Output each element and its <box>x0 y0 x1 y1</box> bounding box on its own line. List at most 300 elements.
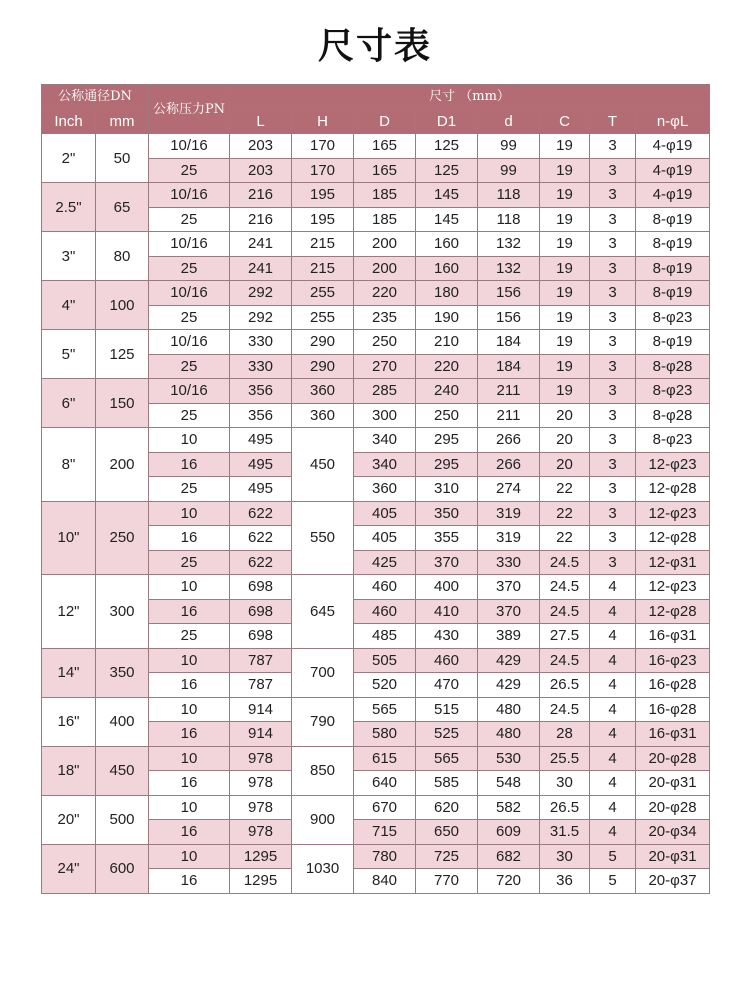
cell-c: 25.5 <box>540 746 590 771</box>
table-body <box>42 134 710 894</box>
cell-d1: 125 <box>416 158 478 183</box>
cell-l: 330 <box>230 330 292 355</box>
cell-t: 3 <box>590 403 636 428</box>
cell-d-outer: 270 <box>354 354 416 379</box>
cell-d1: 210 <box>416 330 478 355</box>
cell-l: 292 <box>230 281 292 306</box>
cell-n-phi-l: 12-φ28 <box>636 526 710 551</box>
cell-l: 495 <box>230 477 292 502</box>
cell-d-outer: 360 <box>354 477 416 502</box>
cell-n-phi-l: 12-φ23 <box>636 452 710 477</box>
cell-d-outer: 405 <box>354 526 416 551</box>
header-col-t: T <box>590 109 636 134</box>
cell-l: 292 <box>230 305 292 330</box>
cell-d-inner: 582 <box>478 795 540 820</box>
table-row <box>42 134 710 159</box>
cell-n-phi-l: 8-φ19 <box>636 207 710 232</box>
cell-inch: 2" <box>42 134 96 183</box>
cell-d-outer: 185 <box>354 183 416 208</box>
cell-n-phi-l: 12-φ31 <box>636 550 710 575</box>
cell-d-outer: 185 <box>354 207 416 232</box>
cell-d-inner: 429 <box>478 673 540 698</box>
header-nominal-pressure: 公称压力PN <box>149 85 230 134</box>
cell-t: 3 <box>590 354 636 379</box>
cell-d-inner: 266 <box>478 452 540 477</box>
cell-n-phi-l: 8-φ23 <box>636 428 710 453</box>
cell-d1: 145 <box>416 207 478 232</box>
cell-d-inner: 118 <box>478 207 540 232</box>
cell-mm: 125 <box>96 330 149 379</box>
table-row <box>42 428 710 453</box>
cell-d-outer: 460 <box>354 575 416 600</box>
cell-d1: 410 <box>416 599 478 624</box>
header-col-l: L <box>230 109 292 134</box>
cell-n-phi-l: 8-φ23 <box>636 379 710 404</box>
cell-d1: 725 <box>416 844 478 869</box>
cell-pn: 25 <box>149 256 230 281</box>
cell-l: 787 <box>230 648 292 673</box>
cell-c: 30 <box>540 771 590 796</box>
cell-l: 495 <box>230 452 292 477</box>
cell-d1: 525 <box>416 722 478 747</box>
cell-t: 4 <box>590 648 636 673</box>
cell-h: 1030 <box>292 844 354 893</box>
cell-pn: 10/16 <box>149 379 230 404</box>
cell-n-phi-l: 12-φ23 <box>636 501 710 526</box>
cell-n-phi-l: 4-φ19 <box>636 183 710 208</box>
cell-t: 4 <box>590 673 636 698</box>
cell-d1: 565 <box>416 746 478 771</box>
cell-pn: 10 <box>149 746 230 771</box>
cell-l: 203 <box>230 158 292 183</box>
cell-n-phi-l: 8-φ19 <box>636 281 710 306</box>
cell-t: 3 <box>590 158 636 183</box>
cell-pn: 10 <box>149 697 230 722</box>
header-col-n-phi-l: n-φL <box>636 109 710 134</box>
cell-mm: 65 <box>96 183 149 232</box>
cell-inch: 10" <box>42 501 96 575</box>
cell-d-outer: 340 <box>354 452 416 477</box>
cell-c: 19 <box>540 183 590 208</box>
cell-n-phi-l: 16-φ31 <box>636 722 710 747</box>
header-mm: mm <box>96 109 149 134</box>
header-col-d-inner: d <box>478 109 540 134</box>
cell-d-inner: 548 <box>478 771 540 796</box>
cell-d-inner: 720 <box>478 869 540 894</box>
cell-t: 4 <box>590 795 636 820</box>
cell-t: 3 <box>590 134 636 159</box>
cell-c: 24.5 <box>540 575 590 600</box>
cell-mm: 150 <box>96 379 149 428</box>
cell-t: 3 <box>590 379 636 404</box>
cell-d-outer: 520 <box>354 673 416 698</box>
cell-c: 19 <box>540 330 590 355</box>
cell-mm: 200 <box>96 428 149 502</box>
cell-d-inner: 480 <box>478 697 540 722</box>
cell-pn: 10/16 <box>149 183 230 208</box>
cell-d-outer: 640 <box>354 771 416 796</box>
cell-l: 622 <box>230 550 292 575</box>
cell-h: 645 <box>292 575 354 649</box>
table-row <box>42 697 710 722</box>
cell-pn: 16 <box>149 599 230 624</box>
cell-d1: 370 <box>416 550 478 575</box>
cell-l: 978 <box>230 795 292 820</box>
cell-pn: 25 <box>149 354 230 379</box>
cell-pn: 16 <box>149 820 230 845</box>
cell-h: 290 <box>292 330 354 355</box>
cell-pn: 25 <box>149 624 230 649</box>
cell-d-outer: 615 <box>354 746 416 771</box>
cell-h: 550 <box>292 501 354 575</box>
cell-d1: 295 <box>416 428 478 453</box>
cell-pn: 25 <box>149 305 230 330</box>
header-inch: Inch <box>42 109 96 134</box>
cell-t: 3 <box>590 281 636 306</box>
cell-pn: 25 <box>149 158 230 183</box>
cell-l: 1295 <box>230 869 292 894</box>
cell-c: 24.5 <box>540 648 590 673</box>
cell-mm: 350 <box>96 648 149 697</box>
table-row <box>42 330 710 355</box>
cell-d1: 160 <box>416 256 478 281</box>
cell-h: 255 <box>292 281 354 306</box>
cell-mm: 300 <box>96 575 149 649</box>
cell-d-outer: 715 <box>354 820 416 845</box>
cell-mm: 250 <box>96 501 149 575</box>
header-col-d1: D1 <box>416 109 478 134</box>
cell-d-inner: 99 <box>478 134 540 159</box>
cell-d-outer: 670 <box>354 795 416 820</box>
cell-d-outer: 405 <box>354 501 416 526</box>
cell-n-phi-l: 8-φ19 <box>636 330 710 355</box>
cell-d-inner: 211 <box>478 403 540 428</box>
cell-t: 4 <box>590 820 636 845</box>
cell-n-phi-l: 8-φ19 <box>636 232 710 257</box>
cell-h: 255 <box>292 305 354 330</box>
cell-d-inner: 530 <box>478 746 540 771</box>
cell-t: 3 <box>590 526 636 551</box>
cell-mm: 80 <box>96 232 149 281</box>
cell-c: 22 <box>540 526 590 551</box>
cell-h: 170 <box>292 134 354 159</box>
cell-d1: 350 <box>416 501 478 526</box>
table-row <box>42 575 710 600</box>
cell-n-phi-l: 16-φ28 <box>636 673 710 698</box>
cell-d-outer: 485 <box>354 624 416 649</box>
cell-d-inner: 274 <box>478 477 540 502</box>
cell-inch: 3" <box>42 232 96 281</box>
cell-pn: 16 <box>149 673 230 698</box>
cell-l: 216 <box>230 207 292 232</box>
cell-d-outer: 300 <box>354 403 416 428</box>
cell-pn: 25 <box>149 403 230 428</box>
cell-inch: 2.5" <box>42 183 96 232</box>
cell-pn: 16 <box>149 526 230 551</box>
cell-n-phi-l: 8-φ28 <box>636 354 710 379</box>
cell-pn: 16 <box>149 771 230 796</box>
cell-l: 1295 <box>230 844 292 869</box>
cell-c: 19 <box>540 281 590 306</box>
cell-n-phi-l: 8-φ28 <box>636 403 710 428</box>
cell-t: 4 <box>590 722 636 747</box>
cell-d1: 620 <box>416 795 478 820</box>
cell-pn: 10 <box>149 428 230 453</box>
cell-l: 622 <box>230 526 292 551</box>
cell-pn: 10 <box>149 501 230 526</box>
cell-h: 290 <box>292 354 354 379</box>
cell-c: 19 <box>540 305 590 330</box>
cell-n-phi-l: 20-φ31 <box>636 844 710 869</box>
cell-pn: 10 <box>149 795 230 820</box>
cell-pn: 16 <box>149 722 230 747</box>
cell-l: 978 <box>230 820 292 845</box>
cell-d1: 470 <box>416 673 478 698</box>
cell-l: 914 <box>230 697 292 722</box>
cell-t: 4 <box>590 771 636 796</box>
cell-d1: 240 <box>416 379 478 404</box>
cell-d1: 295 <box>416 452 478 477</box>
cell-t: 3 <box>590 256 636 281</box>
cell-c: 22 <box>540 477 590 502</box>
cell-t: 4 <box>590 575 636 600</box>
header-col-d-outer: D <box>354 109 416 134</box>
cell-d-inner: 429 <box>478 648 540 673</box>
cell-l: 356 <box>230 403 292 428</box>
cell-inch: 14" <box>42 648 96 697</box>
header-col-h: H <box>292 109 354 134</box>
table-row <box>42 795 710 820</box>
cell-l: 978 <box>230 746 292 771</box>
cell-c: 19 <box>540 256 590 281</box>
cell-l: 216 <box>230 183 292 208</box>
cell-mm: 400 <box>96 697 149 746</box>
cell-c: 27.5 <box>540 624 590 649</box>
cell-d-outer: 285 <box>354 379 416 404</box>
cell-d1: 145 <box>416 183 478 208</box>
cell-d-inner: 118 <box>478 183 540 208</box>
cell-l: 914 <box>230 722 292 747</box>
dimension-table <box>41 84 710 894</box>
cell-d-inner: 132 <box>478 232 540 257</box>
cell-d-outer: 460 <box>354 599 416 624</box>
cell-d-inner: 319 <box>478 501 540 526</box>
cell-pn: 10 <box>149 844 230 869</box>
cell-d-inner: 609 <box>478 820 540 845</box>
cell-l: 698 <box>230 575 292 600</box>
cell-d-inner: 389 <box>478 624 540 649</box>
cell-t: 5 <box>590 869 636 894</box>
cell-pn: 10 <box>149 648 230 673</box>
cell-d-outer: 840 <box>354 869 416 894</box>
cell-c: 24.5 <box>540 599 590 624</box>
cell-d-inner: 211 <box>478 379 540 404</box>
cell-t: 3 <box>590 183 636 208</box>
cell-l: 241 <box>230 256 292 281</box>
cell-d-inner: 266 <box>478 428 540 453</box>
cell-c: 26.5 <box>540 673 590 698</box>
cell-n-phi-l: 8-φ23 <box>636 305 710 330</box>
cell-h: 790 <box>292 697 354 746</box>
cell-pn: 10 <box>149 575 230 600</box>
cell-d-outer: 505 <box>354 648 416 673</box>
cell-d-inner: 184 <box>478 330 540 355</box>
cell-t: 3 <box>590 550 636 575</box>
cell-c: 28 <box>540 722 590 747</box>
cell-h: 360 <box>292 379 354 404</box>
cell-c: 24.5 <box>540 697 590 722</box>
cell-d1: 220 <box>416 354 478 379</box>
cell-n-phi-l: 16-φ23 <box>636 648 710 673</box>
cell-inch: 6" <box>42 379 96 428</box>
cell-t: 4 <box>590 746 636 771</box>
cell-inch: 20" <box>42 795 96 844</box>
cell-c: 20 <box>540 428 590 453</box>
cell-t: 3 <box>590 207 636 232</box>
cell-c: 24.5 <box>540 550 590 575</box>
cell-inch: 16" <box>42 697 96 746</box>
cell-h: 195 <box>292 207 354 232</box>
cell-d-outer: 250 <box>354 330 416 355</box>
table-row <box>42 183 710 208</box>
cell-d1: 400 <box>416 575 478 600</box>
table-row <box>42 746 710 771</box>
cell-l: 698 <box>230 624 292 649</box>
cell-mm: 450 <box>96 746 149 795</box>
cell-pn: 10/16 <box>149 330 230 355</box>
cell-n-phi-l: 16-φ31 <box>636 624 710 649</box>
cell-pn: 16 <box>149 869 230 894</box>
cell-d-outer: 780 <box>354 844 416 869</box>
cell-pn: 10/16 <box>149 281 230 306</box>
cell-h: 215 <box>292 232 354 257</box>
cell-d1: 460 <box>416 648 478 673</box>
cell-h: 900 <box>292 795 354 844</box>
cell-l: 698 <box>230 599 292 624</box>
cell-t: 3 <box>590 428 636 453</box>
cell-d1: 355 <box>416 526 478 551</box>
cell-h: 215 <box>292 256 354 281</box>
cell-l: 787 <box>230 673 292 698</box>
cell-n-phi-l: 20-φ37 <box>636 869 710 894</box>
cell-d-inner: 330 <box>478 550 540 575</box>
cell-d-inner: 370 <box>478 599 540 624</box>
cell-l: 495 <box>230 428 292 453</box>
cell-d1: 515 <box>416 697 478 722</box>
cell-d-outer: 200 <box>354 256 416 281</box>
cell-d1: 180 <box>416 281 478 306</box>
cell-d-outer: 580 <box>354 722 416 747</box>
cell-d1: 430 <box>416 624 478 649</box>
cell-inch: 8" <box>42 428 96 502</box>
header-col-c: C <box>540 109 590 134</box>
cell-c: 22 <box>540 501 590 526</box>
cell-t: 3 <box>590 330 636 355</box>
cell-t: 3 <box>590 501 636 526</box>
cell-d-inner: 99 <box>478 158 540 183</box>
table-row <box>42 232 710 257</box>
cell-c: 26.5 <box>540 795 590 820</box>
cell-d-inner: 156 <box>478 305 540 330</box>
cell-d-inner: 682 <box>478 844 540 869</box>
cell-mm: 600 <box>96 844 149 893</box>
cell-pn: 25 <box>149 207 230 232</box>
cell-c: 20 <box>540 452 590 477</box>
cell-n-phi-l: 8-φ19 <box>636 256 710 281</box>
cell-d1: 125 <box>416 134 478 159</box>
cell-h: 195 <box>292 183 354 208</box>
cell-d-outer: 165 <box>354 158 416 183</box>
cell-h: 450 <box>292 428 354 502</box>
header-nominal-diameter: 公称通径DN <box>42 85 149 110</box>
cell-d1: 310 <box>416 477 478 502</box>
table-row <box>42 501 710 526</box>
cell-mm: 50 <box>96 134 149 183</box>
cell-d1: 250 <box>416 403 478 428</box>
cell-c: 19 <box>540 207 590 232</box>
cell-c: 36 <box>540 869 590 894</box>
cell-l: 203 <box>230 134 292 159</box>
cell-c: 19 <box>540 158 590 183</box>
cell-c: 19 <box>540 134 590 159</box>
table-row <box>42 648 710 673</box>
cell-n-phi-l: 20-φ28 <box>636 746 710 771</box>
cell-d-inner: 156 <box>478 281 540 306</box>
cell-l: 330 <box>230 354 292 379</box>
cell-n-phi-l: 12-φ28 <box>636 477 710 502</box>
cell-n-phi-l: 20-φ31 <box>636 771 710 796</box>
cell-l: 978 <box>230 771 292 796</box>
cell-n-phi-l: 12-φ23 <box>636 575 710 600</box>
cell-n-phi-l: 20-φ28 <box>636 795 710 820</box>
cell-d-outer: 425 <box>354 550 416 575</box>
cell-inch: 5" <box>42 330 96 379</box>
cell-inch: 12" <box>42 575 96 649</box>
cell-d-outer: 340 <box>354 428 416 453</box>
cell-t: 3 <box>590 477 636 502</box>
cell-inch: 4" <box>42 281 96 330</box>
cell-d1: 770 <box>416 869 478 894</box>
cell-d-outer: 220 <box>354 281 416 306</box>
cell-pn: 16 <box>149 452 230 477</box>
cell-t: 4 <box>590 697 636 722</box>
table-row <box>42 379 710 404</box>
cell-h: 850 <box>292 746 354 795</box>
cell-c: 20 <box>540 403 590 428</box>
cell-t: 5 <box>590 844 636 869</box>
cell-c: 31.5 <box>540 820 590 845</box>
cell-c: 19 <box>540 232 590 257</box>
cell-mm: 100 <box>96 281 149 330</box>
cell-d-inner: 319 <box>478 526 540 551</box>
cell-c: 19 <box>540 379 590 404</box>
cell-l: 622 <box>230 501 292 526</box>
cell-inch: 18" <box>42 746 96 795</box>
cell-d-inner: 480 <box>478 722 540 747</box>
cell-d1: 585 <box>416 771 478 796</box>
cell-d-outer: 200 <box>354 232 416 257</box>
cell-h: 170 <box>292 158 354 183</box>
cell-l: 356 <box>230 379 292 404</box>
cell-pn: 10/16 <box>149 232 230 257</box>
cell-d-outer: 565 <box>354 697 416 722</box>
cell-mm: 500 <box>96 795 149 844</box>
cell-d-inner: 370 <box>478 575 540 600</box>
cell-d-outer: 165 <box>354 134 416 159</box>
cell-c: 30 <box>540 844 590 869</box>
cell-d-outer: 235 <box>354 305 416 330</box>
page-title: 尺寸表 <box>317 26 432 67</box>
